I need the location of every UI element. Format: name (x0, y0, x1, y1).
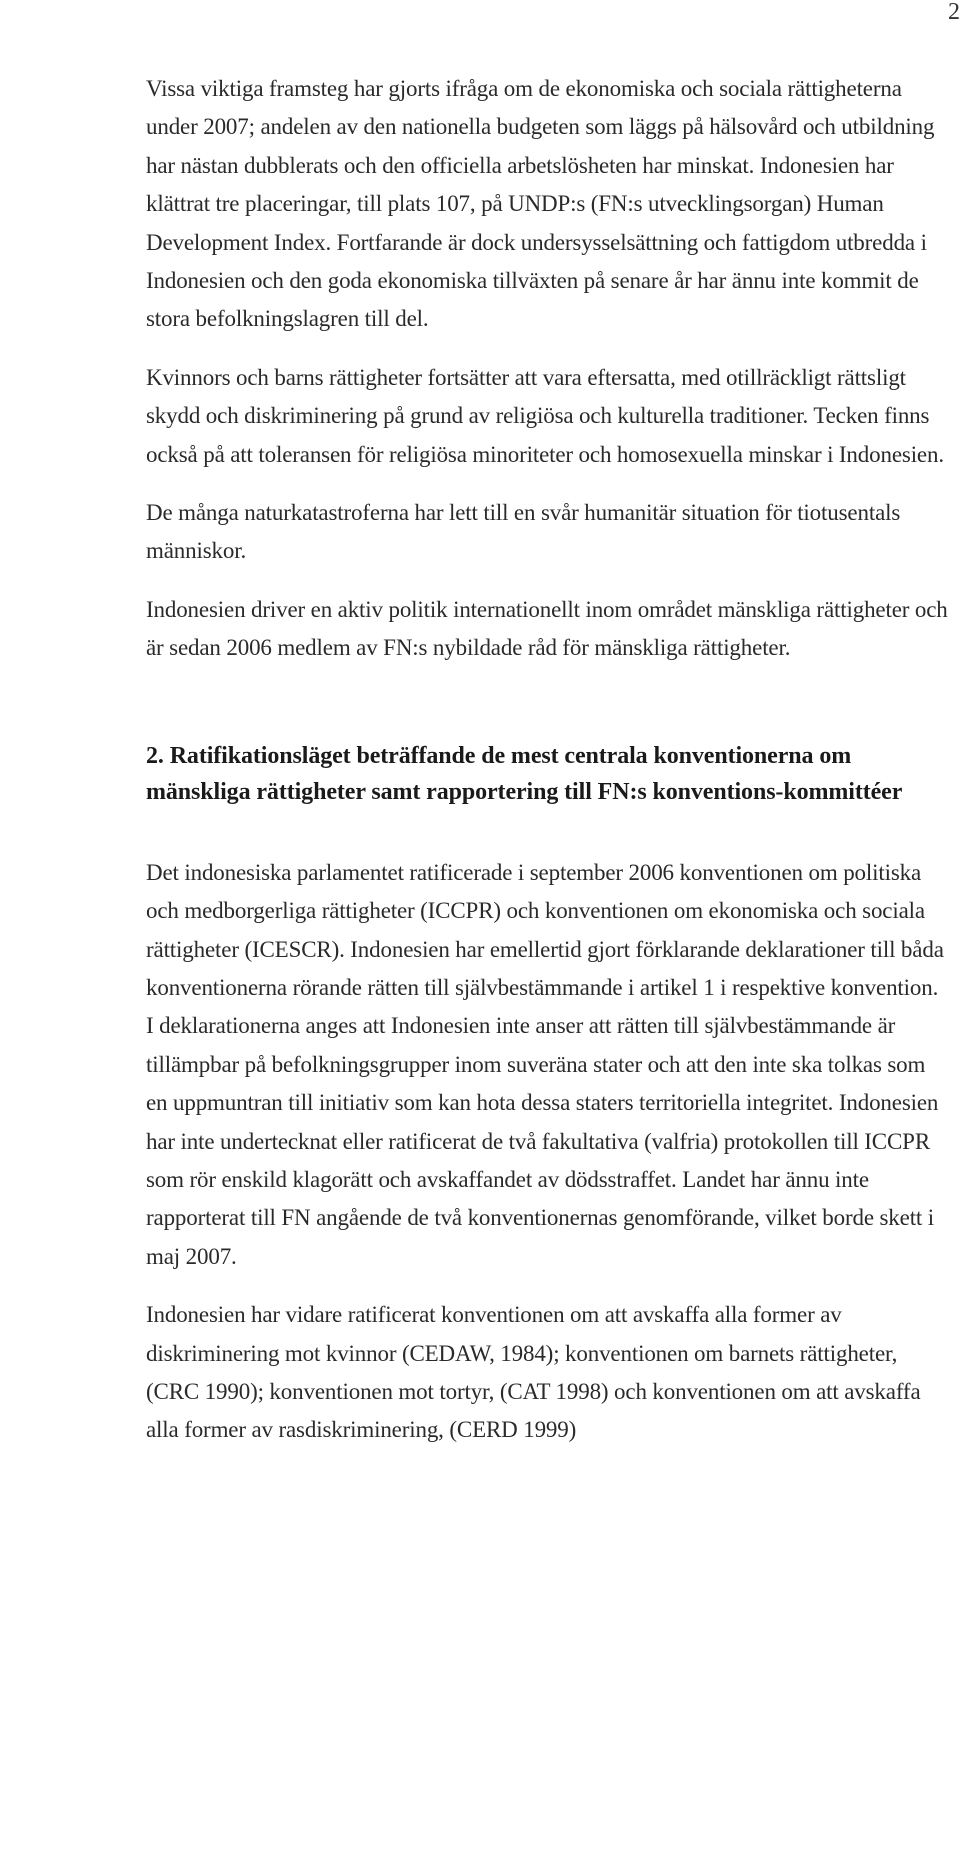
paragraph-iccpr-icescr: Det indonesiska parlamentet ratificerade i september 2006 konventionen om politiska och medborgerliga rättigheter (ICCPR) och konventionen om ekonomiska och sociala rättigheter (ICESCR). Indonesien har emellertid gjort förklarande deklarationer till båda konventionerna rörande rätten till självbestämmande i artikel 1 i respektive konvention. I deklarationerna anges att Indonesien inte anser att rätten till självbestämmande är tillämpbar på befolkningsgrupper inom suveräna stater och att den inte ska tolkas som en uppmuntran till initiativ som kan hota dessa staters territoriella integritet. Indonesien har inte undertecknat eller ratificerat de två fakultativa (valfria) protokollen till ICCPR som rör enskild klagorätt och avskaffandet av dödsstraffet. Landet har ännu inte rapporterat till FN angående de två konventionernas genomförande, vilket borde skett i maj 2007. (146, 859, 944, 1269)
document-body (146, 70, 948, 1450)
paragraph-natural-disasters: De många naturkatastroferna har lett till en svår humanitär situation för tiotusentals människor. (146, 500, 901, 564)
paragraph-women-children-rights: Kvinnors och barns rättigheter fortsätter att vara eftersatta, med otillräckligt rättsligt skydd och diskriminering på grund av religiösa och kulturella traditioner. Tecken finns också på att toleransen för religiösa minoriteter och homosexuella minskar i Indonesien. (146, 364, 944, 467)
page-number: 2 (948, 0, 960, 25)
paragraph-international-policy: Indonesien driver en aktiv politik internationellt inom området mänskliga rättigheter och är sedan 2006 medlem av FN:s nybildade råd för mänskliga rättigheter. (146, 596, 948, 661)
section-heading-ratification: 2. Ratifikationsläget beträffande de mest centrala konventionerna om mänskliga rättigheter samt rapportering till FN:s konventions-kommittéer (146, 742, 903, 805)
paragraph-economic-rights: Vissa viktiga framsteg har gjorts ifråga om de ekonomiska och sociala rättigheterna under 2007; andelen av den nationella budgeten som läggs på hälsovård och utbildning har nästan dubblerats och den officiella arbetslösheten har minskat. Indonesien har klättrat tre placeringar, till plats 107, på UNDP:s (FN:s utvecklingsorgan) Human Development Index. Fortfarande är dock undersysselsättning och fattigdom utbredda i Indonesien och den goda ekonomiska tillväxten på senare år har ännu inte kommit de stora befolkningslagren till del. (146, 76, 935, 332)
paragraph-other-conventions: Indonesien har vidare ratificerat konventionen om att avskaffa alla former av diskriminering mot kvinnor (CEDAW, 1984); konventionen om barnets rättigheter, (CRC 1990); konventionen mot tortyr, (CAT 1998) och konventionen om att avskaffa alla former av rasdiskriminering, (CERD 1999) (146, 1302, 921, 1443)
